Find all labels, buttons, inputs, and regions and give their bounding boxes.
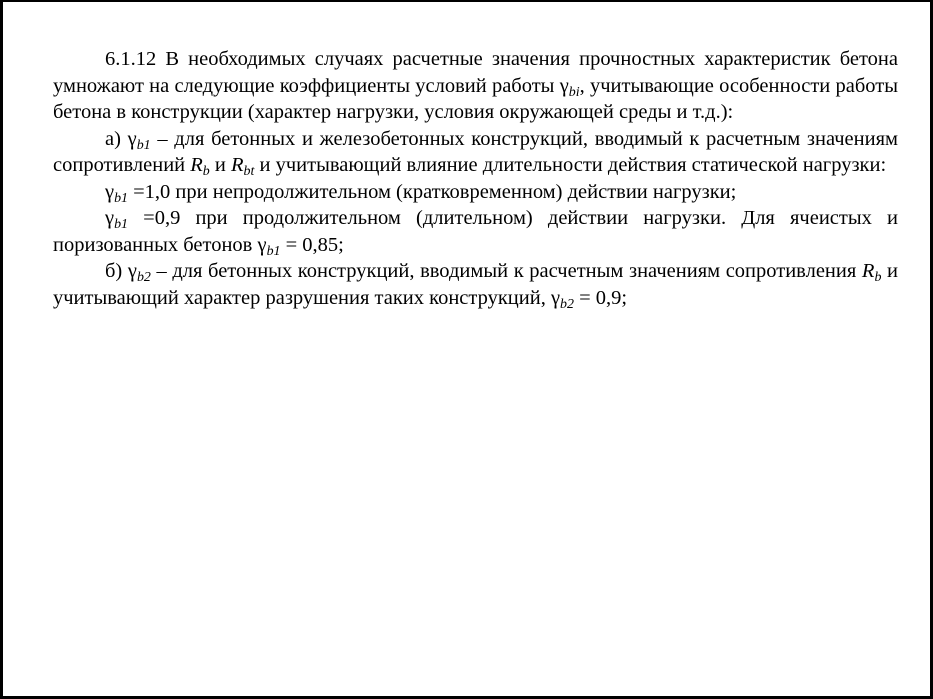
paragraph-text: – для бетонных и железобетонных конструкций, вводимый к расчетным значениям сопротивлений [53,127,898,176]
gamma-symbol: γ [105,180,115,203]
gamma-symbol: γ [550,286,561,309]
gamma-subscript: b2 [560,296,574,312]
gamma-subscript: b1 [266,243,281,259]
paragraph-text: = 0,85; [280,233,344,256]
paragraph-6-1-12 [53,46,898,126]
r-symbol: R [231,154,244,176]
r-symbol: R [190,154,203,176]
paragraph-item-a [53,126,898,179]
gamma-subscript: b2 [136,270,151,286]
paragraph-text: и учитывающий влияние длительности действия статической нагрузки: [254,154,887,176]
paragraph-text: а) [105,127,128,150]
gamma-subscript: b1 [136,137,151,153]
r-subscript: bt [243,164,255,180]
gamma-subscript: bi [568,84,580,100]
r-subscript: b [874,270,882,286]
paragraph-text: =0,9 при продолжительном (длительном) действии нагрузки. Для ячеистых и поризованных бетонов [53,207,898,256]
paragraph-text: и [209,154,231,176]
gamma-subscript: b1 [114,217,128,233]
paragraph-item-b [53,258,898,311]
paragraph-gamma-b1-short [53,179,898,206]
gamma-symbol: γ [559,74,569,97]
r-subscript: b [202,164,210,180]
gamma-symbol: γ [257,233,267,256]
document-body [53,46,898,311]
gamma-subscript: b1 [114,190,128,206]
r-symbol: R [861,260,875,282]
paragraph-gamma-b1-long [53,205,898,258]
paragraph-text: = 0,9; [573,286,628,309]
paragraph-text: , учитывающие особенности работы бетона в конструкции (характер нагрузки, условия окружающей среды и т.д.): [53,74,898,123]
paragraph-text: б) [105,260,128,282]
paragraph-text: =1,0 при непродолжительном (кратковременном) действии нагрузки; [128,180,737,203]
gamma-symbol: γ [105,207,115,229]
paragraph-text: и учитывающий характер разрушения таких конструкций, [53,260,898,309]
paragraph-text: 6.1.12 В необходимых случаях расчетные значения прочностных характеристик бетона умножают на следующие коэффициенты условий работы [53,48,898,97]
gamma-symbol: γ [127,260,137,282]
paragraph-text: – для бетонных конструкций, вводимый к расчетным значениям сопротивления [150,260,862,282]
gamma-symbol: γ [127,127,137,150]
